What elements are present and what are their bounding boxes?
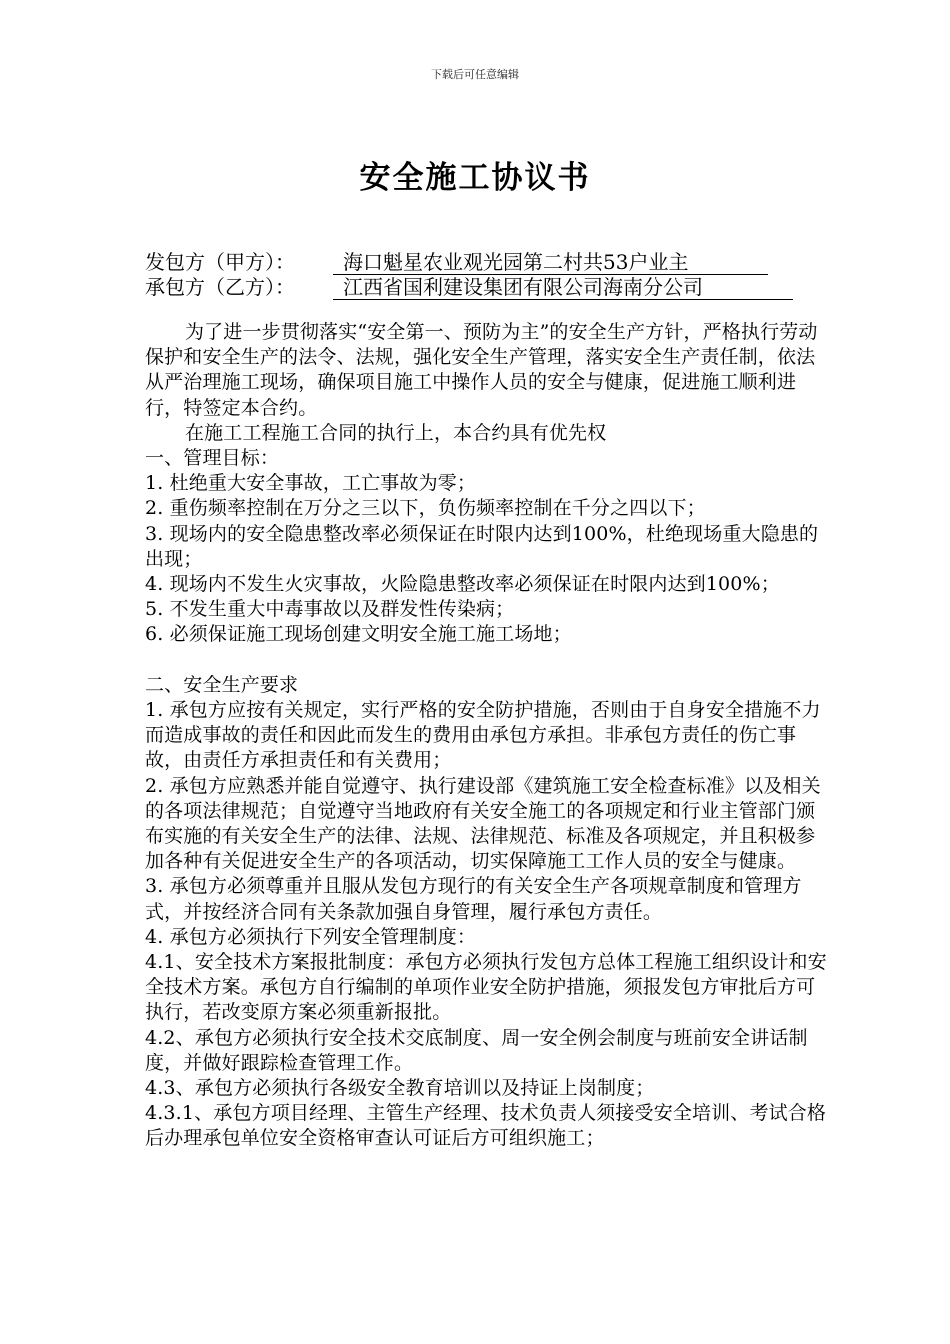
document-title: 安全施工协议书 <box>359 160 591 196</box>
section-1-item: 5. 不发生重大中毒事故以及群发性传染病； <box>145 598 515 621</box>
party-b-row <box>145 275 825 300</box>
party-a-label: 发包方（甲方）： <box>145 250 295 274</box>
section-1-item: 6. 必须保证施工现场创建文明安全施工施工场地； <box>145 623 572 646</box>
section-1-item: 2. 重伤频率控制在万分之三以下，负伤频率控制在千分之四以下； <box>145 497 706 520</box>
party-a-value: 海口魁星农业观光园第二村共53户业主 <box>333 252 768 275</box>
blank-line <box>145 648 830 673</box>
section-2-item: 4.3、承包方必须执行各级安全教育培训以及持证上岗制度； <box>145 1077 655 1100</box>
section-2-item: 4.2、承包方必须执行安全技术交底制度、周一安全例会制度与班前安全讲话制度，并做好跟踪检查管理工作。 <box>145 1026 808 1074</box>
section-2-item: 2. 承包方应熟悉并能自觉遵守、执行建设部《建筑施工安全检查标准》以及相关的各项法律规范；自觉遵守当地政府有关安全施工的各项规定和行业主管部门颁布实施的有关安全生产的法律、法规、法律规范、标准及各项规定，并且积极参加各种有关促进安全生产的各项活动，切实保障施工工作人员的安全与健康。 <box>145 774 821 873</box>
document-body <box>145 320 830 1152</box>
section-1-item: 1. 杜绝重大安全事故，工亡事故为零； <box>145 472 477 495</box>
priority-paragraph: 在施工工程施工合同的执行上，本合约具有优先权 <box>185 421 607 444</box>
section-1-item: 3. 现场内的安全隐患整改率必须保证在时限内达到100%，杜绝现场重大隐患的出现； <box>145 522 819 570</box>
section-1-heading: 一、管理目标： <box>145 447 280 470</box>
party-b-value: 江西省国利建设集团有限公司海南分公司 <box>333 277 793 300</box>
party-b-label: 承包方（乙方）： <box>145 275 295 299</box>
intro-paragraph: 为了进一步贯彻落实“安全第一、预防为主”的安全生产方针，严格执行劳动保护和安全生产的法令、法规，强化安全生产管理，落实安全生产责任制，依法从严治理施工现场，确保项目施工中操作人员的安全与健康，促进施工顺利进行，特签定本合约。 <box>145 321 818 419</box>
section-2-item: 4. 承包方必须执行下列安全管理制度： <box>145 925 477 948</box>
party-a-row <box>145 250 825 275</box>
section-2-item: 4.3.1、承包方项目经理、主管生产经理、技术负责人须接受安全培训、考试合格后办理承包单位安全资格审查认可证后方可组织施工； <box>145 1102 827 1150</box>
parties-block <box>145 250 825 300</box>
section-2-item: 1. 承包方应按有关规定，实行严格的安全防护措施，否则由于自身安全措施不力而造成事故的责任和因此而发生的费用由承包方承担。非承包方责任的伤亡事故，由责任方承担责任和有关费用； <box>145 699 821 772</box>
header-note: 下载后可任意编辑 <box>431 68 519 81</box>
section-1-item: 4. 现场内不发生火灾事故，火险隐患整改率必须保证在时限内达到100%； <box>145 573 780 596</box>
section-2-heading: 二、安全生产要求 <box>145 673 299 696</box>
section-2-item: 4.1、安全技术方案报批制度：承包方必须执行发包方总体工程施工组织设计和安全技术方案。承包方自行编制的单项作业安全防护措施，须报发包方审批后方可执行，若改变原方案必须重新报批。 <box>145 951 827 1024</box>
section-2-item: 3. 承包方必须尊重并且服从发包方现行的有关安全生产各项规章制度和管理方式，并按经济合同有关条款加强自身管理，履行承包方责任。 <box>145 875 802 923</box>
